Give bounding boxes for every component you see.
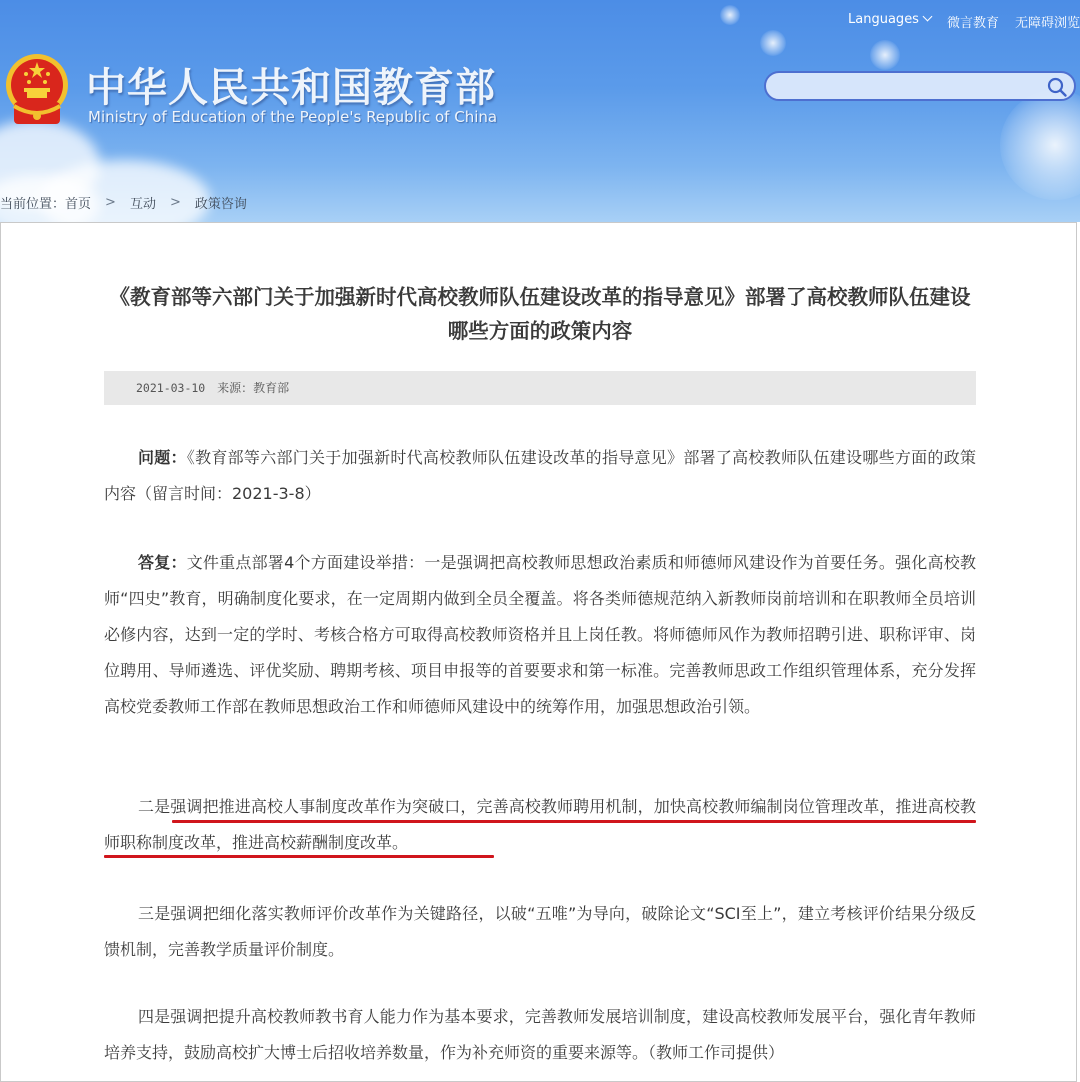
search-input[interactable] [766,73,1064,99]
chevron-down-icon [923,12,933,22]
source-label: 来源： [217,381,254,395]
weiyan-jiaoyu-link[interactable]: 微言教育 [946,16,999,31]
breadcrumb-interaction[interactable]: 互动 [129,197,156,212]
search-box [764,71,1076,101]
breadcrumb-policy-consult[interactable]: 政策咨询 [194,197,247,212]
article-meta-bar [104,371,976,405]
point-two-highlighted-text: 强调把推进高校人事制度改革作为突破口，完善高校教师聘用机制，加快高校教师编制岗位管理改革，推进高校教师职称制度改革，推进高校薪酬制度改革。 [104,797,976,852]
answer-label: 答复： [138,553,187,572]
national-emblem-icon[interactable] [4,52,70,128]
site-title: 中华人民共和国教育部 [86,65,496,111]
site-header [0,0,1080,222]
site-subtitle: Ministry of Education of the People's Republic of China [88,108,498,126]
answer-paragraph [104,545,976,725]
point-four-paragraph [104,999,976,1071]
point-three-paragraph [104,896,976,968]
source-value: 教育部 [253,381,290,395]
article-date: 2021-03-10 [136,381,206,395]
breadcrumb [0,193,247,212]
question-paragraph [104,440,976,512]
accessibility-link[interactable]: 无障碍浏览 [1014,16,1080,31]
breadcrumb-separator: > [105,195,116,210]
breadcrumb-home[interactable]: 首页 [65,197,92,212]
languages-dropdown[interactable] [848,12,931,31]
breadcrumb-separator: > [169,195,181,210]
red-underline-annotation [172,820,976,823]
point-two-prefix: 二是 [138,797,171,816]
top-links [848,12,1080,31]
red-underline-annotation [104,855,494,858]
question-text: 《教育部等六部门关于加强新时代高校教师队伍建设改革的指导意见》部署了高校教师队伍建设哪些方面的政策内容（留言时间：2021-3-8） [104,448,976,503]
search-icon[interactable] [1046,76,1068,98]
point-two-paragraph [104,789,976,861]
point-three-text: 三是强调把细化落实教师评价改革作为关键路径，以破“五唯”为导向，破除论文“SCI至上”，建立考核评价结果分级反馈机制，完善教学质量评价制度。 [104,904,976,959]
dandelion-decoration [870,40,900,70]
question-label: 问题： [138,448,187,467]
answer-text: 文件重点部署4个方面建设举措：一是强调把高校教师思想政治素质和师德师风建设作为首要任务。强化高校教师“四史”教育，明确制度化要求，在一定周期内做到全员全覆盖。将各类师德规范纳入新教师岗前培训和在职教师全员培训必修内容，达到一定的学时、考核合格方可取得高校教师资格并且上岗任教。将师德师风作为教师招聘引进、职称评审、岗位聘用、导师遴选、评优奖励、聘期考核、项目申报等的首要要求和第一标准。完善教师思政工作组织管理体系，充分发挥高校党委教师工作部在教师思想政治工作和师德师风建设中的统筹作用，加强思想政治引领。 [104,553,976,716]
article-title: 《教育部等六部门关于加强新时代高校教师队伍建设改革的指导意见》部署了高校教师队伍建设哪些方面的政策内容 [109,285,971,343]
languages-label: Languages [848,12,919,27]
breadcrumb-prefix: 当前位置： [0,197,66,212]
dandelion-decoration [1000,90,1080,200]
dandelion-decoration [720,5,740,25]
point-four-text: 四是强调把提升高校教师教书育人能力作为基本要求，完善教师发展培训制度，建设高校教师发展平台，强化青年教师培养支持，鼓励高校扩大博士后招收培养数量，作为补充师资的重要来源等。（教师工作司提供） [104,1007,976,1062]
dandelion-decoration [760,30,786,56]
